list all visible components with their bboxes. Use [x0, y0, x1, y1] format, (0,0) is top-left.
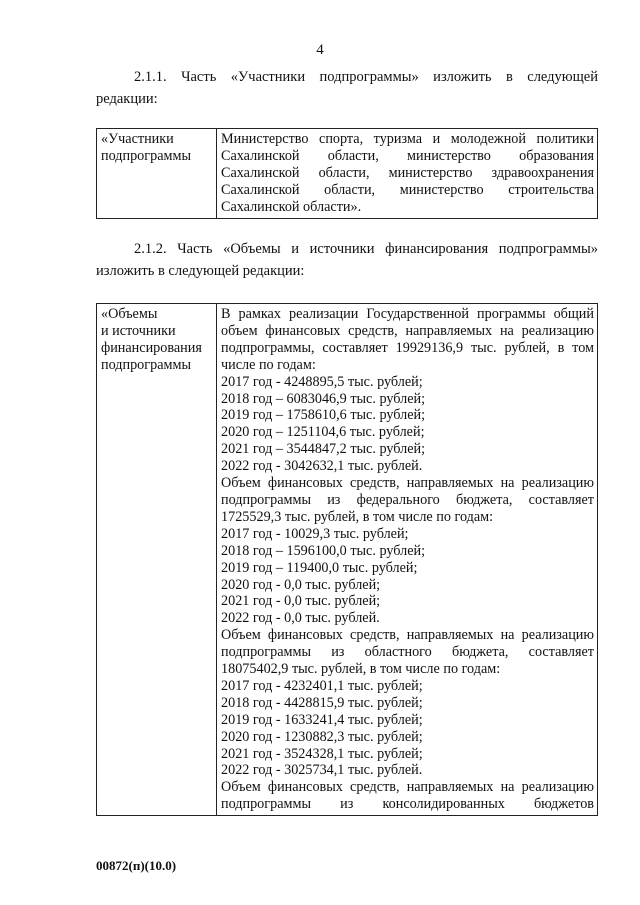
- financing-table: [96, 303, 598, 816]
- heading-line: 2.1.1. Часть «Участники подпрограммы» изложить в следующей: [134, 69, 598, 85]
- section-2-1-2-heading: [96, 238, 598, 282]
- heading-line: изложить в следующей редакции:: [96, 263, 305, 279]
- label-line: финансирования: [101, 339, 202, 356]
- label-line: и источники: [101, 322, 176, 339]
- content-line: 2018 год – 6083046,9 тыс. рублей;: [221, 390, 426, 407]
- content-line: 2017 год - 10029,3 тыс. рублей;: [221, 525, 409, 542]
- content-line: 2020 год - 1230882,3 тыс. рублей;: [221, 728, 423, 745]
- content-line: Объем финансовых средств, направляемых на реализацию: [221, 779, 594, 796]
- document-code: 00872(п)(10.0): [96, 858, 177, 873]
- content-line: Министерство спорта, туризма и молодежной политики: [221, 131, 594, 147]
- content-line: 2019 год – 1758610,6 тыс. рублей;: [221, 407, 426, 424]
- content-line: Сахалинской области, министерство здравоохранения: [221, 164, 594, 181]
- content-line: 2021 год - 0,0 тыс. рублей;: [221, 593, 381, 610]
- content-line: 18075402,9 тыс. рублей, в том числе по годам:: [221, 661, 501, 678]
- content-line: 2022 год - 0,0 тыс. рублей.: [221, 610, 380, 627]
- content-line: объем финансовых средств, направляемых на реализацию: [221, 322, 594, 339]
- label-line: подпрограммы: [101, 356, 191, 373]
- content-line: 1725529,3 тыс. рублей, в том числе по годам:: [221, 508, 494, 525]
- content-line: 2022 год - 3042632,1 тыс. рублей.: [221, 458, 423, 475]
- label-line: «Объемы: [101, 306, 158, 322]
- content-line: 2021 год – 3544847,2 тыс. рублей;: [221, 441, 426, 458]
- content-line: числе по годам:: [221, 356, 316, 373]
- content-line: 2021 год - 3524328,1 тыс. рублей;: [221, 745, 423, 762]
- participants-content-cell: [217, 129, 598, 219]
- content-line: 2020 год - 0,0 тыс. рублей;: [221, 576, 381, 593]
- content-line: В рамках реализации Государственной программы общий: [221, 306, 594, 322]
- content-line: подпрограммы из областного бюджета, составляет: [221, 644, 594, 661]
- section-2-1-1-heading: [96, 66, 598, 110]
- financing-label-cell: [97, 304, 217, 816]
- content-line: подпрограммы, составляет 19929136,9 тыс. рублей, в том: [221, 339, 594, 356]
- content-line: 2017 год - 4248895,5 тыс. рублей;: [221, 373, 423, 390]
- heading-line: редакции:: [96, 91, 158, 107]
- content-line: 2018 год – 1596100,0 тыс. рублей;: [221, 542, 426, 559]
- financing-content-cell: [217, 304, 598, 816]
- participants-table: [96, 128, 598, 219]
- page-number: 4: [316, 42, 324, 58]
- content-line: Объем финансовых средств, направляемых на реализацию: [221, 475, 594, 492]
- content-line: подпрограммы из федерального бюджета, составляет: [221, 491, 594, 508]
- heading-line: 2.1.2. Часть «Объемы и источники финансирования подпрограммы»: [134, 241, 598, 257]
- content-line: 2018 год - 4428815,9 тыс. рублей;: [221, 694, 423, 711]
- content-line: Сахалинской области».: [221, 198, 362, 215]
- content-line: 2019 год - 1633241,4 тыс. рублей;: [221, 711, 423, 728]
- content-line: Сахалинской области, министерство строительства: [221, 181, 594, 198]
- content-line: Объем финансовых средств, направляемых на реализацию: [221, 627, 594, 644]
- participants-label-cell: [97, 129, 217, 219]
- table-row: [97, 304, 598, 816]
- label-line: «Участники: [101, 131, 174, 147]
- content-line: 2020 год – 1251104,6 тыс. рублей;: [221, 424, 425, 441]
- table-row: [97, 129, 598, 219]
- content-line: подпрограммы из консолидированных бюджетов: [221, 796, 594, 813]
- content-line: 2019 год – 119400,0 тыс. рублей;: [221, 559, 418, 576]
- content-line: 2017 год - 4232401,1 тыс. рублей;: [221, 677, 423, 694]
- content-line: Сахалинской области, министерство образования: [221, 147, 594, 164]
- content-line: 2022 год - 3025734,1 тыс. рублей.: [221, 762, 423, 779]
- label-line: подпрограммы: [101, 147, 191, 164]
